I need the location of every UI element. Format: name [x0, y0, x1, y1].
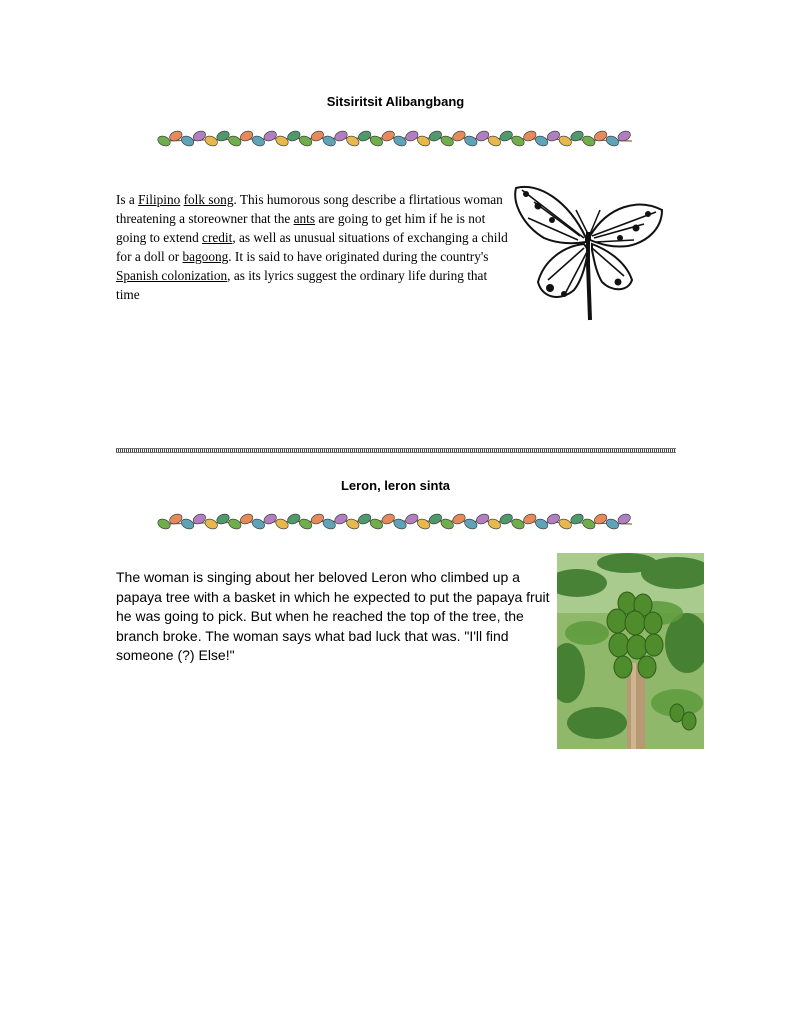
butterfly-illustration [508, 180, 668, 328]
link-bagoong[interactable]: bagoong [182, 249, 229, 264]
sitsiritsit-description: Is a Filipino folk song. This humorous song describe a flirtatious woman threatening a storeowner that the ants are going to get him if he is not going to extend credit, as well as unusual situations of exchanging a child for a doll or bagoong. It is said to have originated during the country's Spanish colonization, as its lyrics suggest the ordinary life during that time [116, 192, 508, 302]
papaya-tree-photo [557, 553, 704, 749]
section-divider-line [116, 448, 676, 453]
link-folk-song[interactable]: folk song [183, 192, 234, 207]
link-spanish-colonization[interactable]: Spanish colonization [116, 268, 228, 283]
link-credit[interactable]: credit [202, 230, 233, 245]
song-title-sitsiritsit: Sitsiritsit Alibangbang [326, 94, 465, 109]
song-title-leron-sinta: Leron, leron sinta [340, 478, 451, 493]
leaf-garland-divider [156, 127, 636, 149]
link-filipino[interactable]: Filipino [138, 192, 181, 207]
leaf-garland-divider [156, 510, 636, 532]
leron-description: The woman is singing about her beloved Leron who climbed up a papaya tree with a basket in which he expected to put the papaya fruit he was going to pick. But when he reached the top of the tree, the branch broke. The woman says what bad luck that was. "I'll find someone (?) Else!" [116, 569, 550, 663]
link-ants[interactable]: ants [293, 211, 316, 226]
